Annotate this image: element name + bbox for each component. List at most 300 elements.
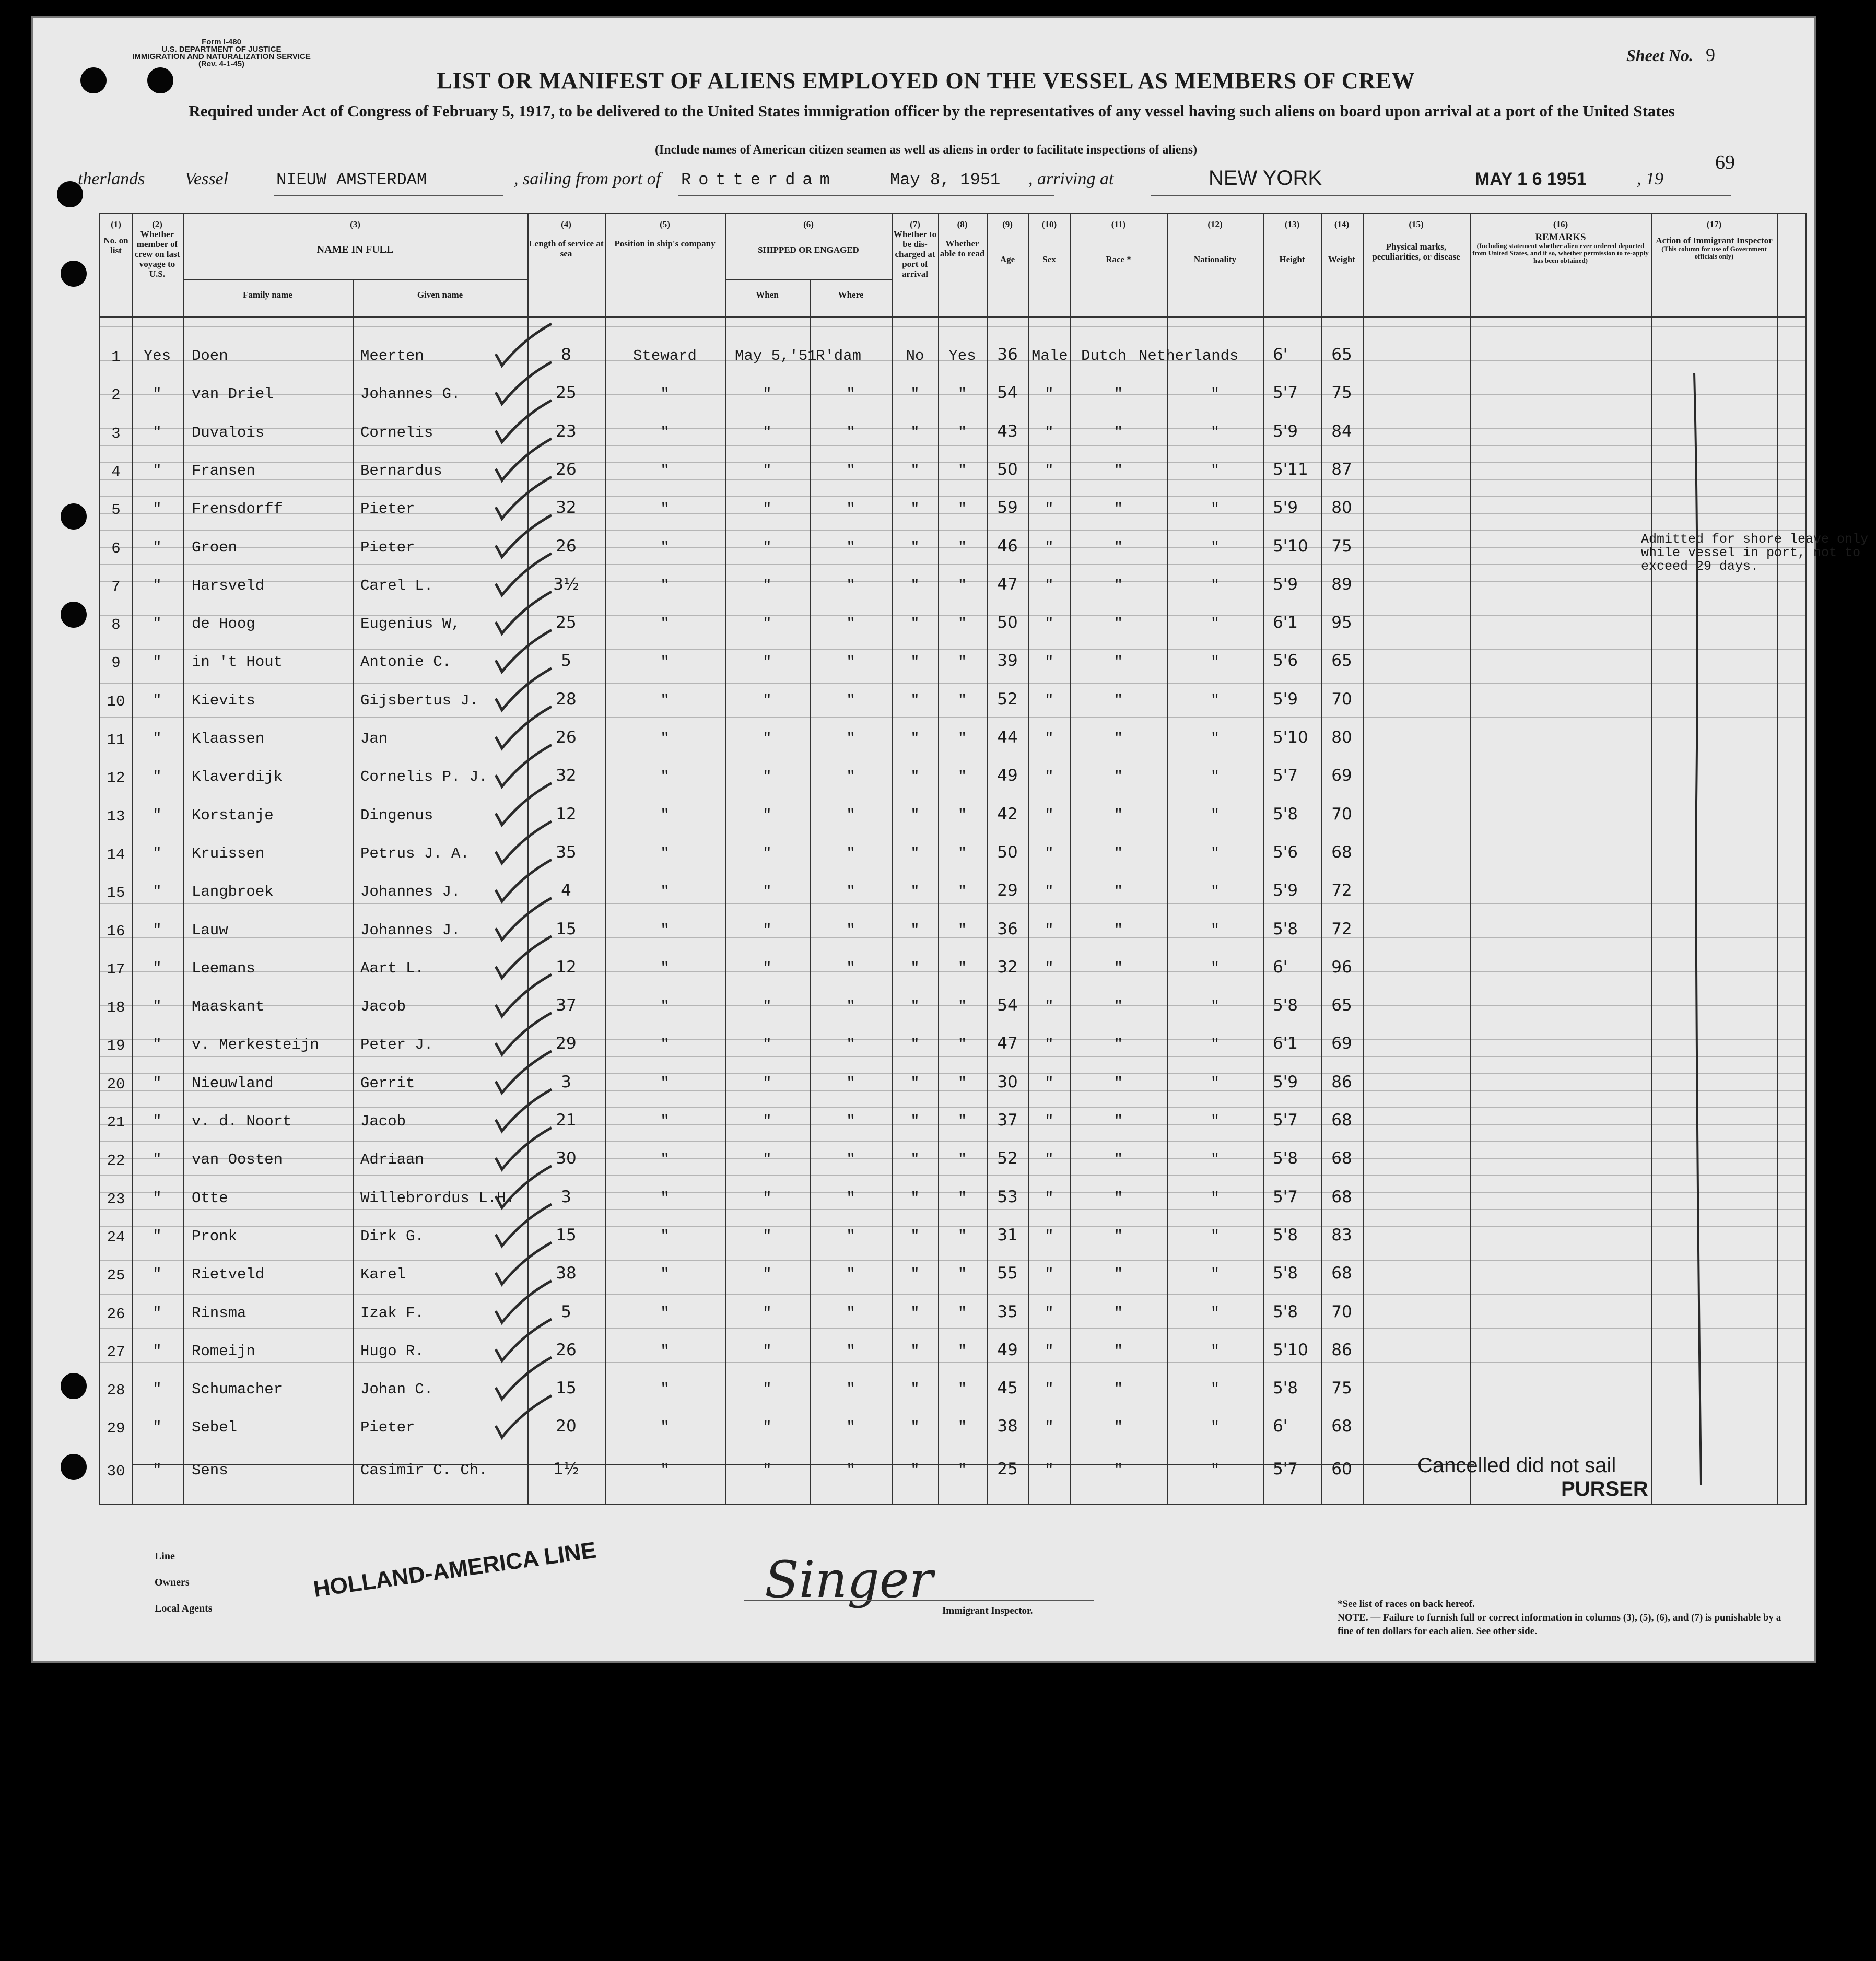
row-number: 8 — [111, 616, 121, 634]
nationality: " — [1210, 921, 1220, 939]
discharged: " — [910, 1189, 920, 1207]
age: 36 — [997, 919, 1018, 938]
sex: " — [1045, 768, 1054, 786]
shipped-when: " — [763, 1266, 772, 1284]
nationality: Netherlands — [1139, 347, 1239, 365]
discharged: " — [910, 1113, 920, 1130]
family-name: v. d. Noort — [192, 1113, 292, 1130]
age: 38 — [997, 1417, 1018, 1436]
service-length: 28 — [556, 689, 577, 709]
check-mark — [496, 1242, 552, 1284]
age: 47 — [997, 574, 1018, 594]
owners-label: Owners — [155, 1577, 190, 1588]
position: " — [660, 921, 670, 939]
age: 47 — [997, 1034, 1018, 1053]
shipped-when: " — [763, 500, 772, 518]
weight: 69 — [1331, 766, 1352, 785]
height: 5'8 — [1273, 1264, 1298, 1283]
nationality: " — [1210, 1227, 1220, 1245]
race: " — [1113, 385, 1123, 403]
sex: " — [1045, 500, 1054, 518]
arrival-port: NEW YORK — [1209, 167, 1322, 190]
sex: " — [1045, 806, 1054, 824]
shipped-where: " — [846, 959, 855, 977]
shipped-where: " — [846, 1151, 855, 1169]
position: " — [660, 1189, 670, 1207]
check-mark — [496, 860, 552, 901]
able-to-read: " — [957, 653, 967, 671]
age: 36 — [997, 345, 1018, 364]
crew-last-voyage: " — [153, 1227, 162, 1245]
nationality: " — [1210, 730, 1220, 747]
holland-america-stamp: HOLLAND-AMERICA LINE — [312, 1537, 598, 1603]
crew-last-voyage: " — [153, 998, 162, 1016]
crew-last-voyage: " — [153, 1419, 162, 1437]
shipped-when: " — [763, 1036, 772, 1054]
row-number: 11 — [107, 731, 125, 748]
weight: 70 — [1331, 1302, 1352, 1321]
service-length: 8 — [561, 345, 571, 364]
nationality: " — [1210, 424, 1220, 441]
col-header-name: (3) NAME IN FULL — [316, 219, 394, 255]
position: " — [660, 1151, 670, 1169]
given-name: Carel L. — [360, 577, 433, 594]
nationality: " — [1210, 844, 1220, 862]
crew-last-voyage: " — [153, 844, 162, 862]
given-name: Pieter — [360, 500, 415, 518]
sex: " — [1045, 1074, 1054, 1092]
family-name: Leemans — [192, 959, 255, 977]
able-to-read: " — [957, 1113, 967, 1130]
sailing-port: Rotterdam — [681, 170, 837, 190]
vessel-label: Vessel — [185, 169, 229, 189]
height: 5'8 — [1273, 996, 1298, 1015]
shipped-where: " — [846, 1113, 855, 1130]
given-name: Peter J. — [360, 1036, 433, 1054]
age: 45 — [997, 1379, 1018, 1398]
nationality: " — [1210, 500, 1220, 518]
footer-note — [1338, 1598, 1797, 1638]
voyage-flag: therlands — [78, 169, 145, 189]
height: 5'9 — [1273, 421, 1298, 441]
given-name: Cornelis P. J. — [360, 768, 488, 786]
crew-last-voyage: " — [153, 1266, 162, 1284]
weight: 72 — [1331, 919, 1352, 938]
sex: " — [1045, 577, 1054, 594]
position: " — [660, 1419, 670, 1437]
check-mark — [496, 439, 552, 480]
weight: 68 — [1331, 842, 1352, 862]
check-mark — [496, 821, 552, 863]
row-number: 30 — [107, 1462, 125, 1480]
race: " — [1113, 959, 1123, 977]
service-length: 5 — [561, 1302, 571, 1321]
weight: 68 — [1331, 1417, 1352, 1436]
crew-last-voyage: " — [153, 730, 162, 747]
discharged: " — [910, 1304, 920, 1322]
shipped-where: " — [846, 768, 855, 786]
given-name: Eugenius W, — [360, 615, 461, 633]
able-to-read: " — [957, 1342, 967, 1360]
discharged: " — [910, 1074, 920, 1092]
height: 5'6 — [1273, 842, 1298, 862]
sex: " — [1045, 1419, 1054, 1437]
height: 5'9 — [1273, 881, 1298, 900]
sex: " — [1045, 998, 1054, 1016]
row-number: 5 — [111, 501, 121, 519]
shipped-when: " — [763, 1381, 772, 1399]
service-length: 21 — [556, 1111, 577, 1130]
age: 52 — [997, 1149, 1018, 1168]
shipped-where: " — [846, 1381, 855, 1399]
row-number: 4 — [111, 463, 121, 480]
able-to-read: " — [957, 1074, 967, 1092]
check-mark — [496, 783, 552, 825]
able-to-read: " — [957, 538, 967, 556]
position: " — [660, 577, 670, 594]
service-length: 3½ — [553, 574, 579, 594]
discharged: " — [910, 424, 920, 441]
shipped-where: " — [846, 1036, 855, 1054]
discharged: " — [910, 998, 920, 1016]
service-length: 5 — [561, 651, 571, 671]
nationality: " — [1210, 691, 1220, 709]
col-header-family: Family name — [243, 290, 292, 300]
age: 54 — [997, 996, 1018, 1015]
discharged: " — [910, 921, 920, 939]
able-to-read: " — [957, 1189, 967, 1207]
sex: " — [1045, 1227, 1054, 1245]
row-number: 17 — [107, 960, 125, 978]
sex: " — [1045, 1461, 1054, 1479]
discharged: No — [906, 347, 924, 365]
discharged: " — [910, 1036, 920, 1054]
race: " — [1113, 1304, 1123, 1322]
family-name: Sens — [192, 1461, 228, 1479]
family-name: Doen — [192, 347, 228, 365]
given-name: Pieter — [360, 538, 415, 556]
row-number: 26 — [107, 1305, 125, 1323]
given-name: Jacob — [360, 998, 406, 1016]
shipped-where: " — [846, 1266, 855, 1284]
service-length: 12 — [556, 957, 577, 977]
inspector-vertical-mark — [1694, 373, 1701, 1485]
height: 5'9 — [1273, 689, 1298, 709]
row-number: 16 — [107, 922, 125, 940]
given-name: Johan C. — [360, 1381, 433, 1399]
age: 49 — [997, 1340, 1018, 1359]
position: " — [660, 1342, 670, 1360]
nationality: " — [1210, 806, 1220, 824]
crew-last-voyage: " — [153, 959, 162, 977]
family-name: Sebel — [192, 1419, 238, 1437]
shipped-where: " — [846, 998, 855, 1016]
check-mark — [496, 1281, 552, 1323]
col-header-service: (4) Length of service at sea — [529, 219, 604, 259]
sheet-number-value: 9 — [1706, 44, 1715, 65]
row-number: 10 — [107, 692, 125, 710]
nationality: " — [1210, 538, 1220, 556]
weight: 70 — [1331, 689, 1352, 709]
height: 6' — [1273, 345, 1288, 364]
shipped-where: " — [846, 730, 855, 747]
given-name: Dirk G. — [360, 1227, 424, 1245]
weight: 87 — [1331, 460, 1352, 479]
row-number: 19 — [107, 1037, 125, 1055]
position: " — [660, 959, 670, 977]
discharged: " — [910, 883, 920, 901]
given-name: Meerten — [360, 347, 424, 365]
check-mark — [496, 936, 552, 978]
crew-last-voyage: " — [153, 1113, 162, 1130]
crew-last-voyage: " — [153, 462, 162, 479]
discharged: " — [910, 1461, 920, 1479]
family-name: Rinsma — [192, 1304, 247, 1322]
cancelled-stamp: Cancelled did not sail — [1417, 1454, 1616, 1477]
crew-last-voyage: " — [153, 1304, 162, 1322]
sailing-date: May 8, 1951 — [890, 170, 1001, 190]
note-text: NOTE. — Failure to furnish full or correct information in columns (3), (5), (6), and (7) is punishable by a fine of ten dollars for each alien. See other side. — [1338, 1612, 1781, 1637]
nationality: " — [1210, 1151, 1220, 1169]
crew-last-voyage: " — [153, 768, 162, 786]
service-length: 12 — [556, 804, 577, 824]
nationality: " — [1210, 653, 1220, 671]
family-name: Korstanje — [192, 806, 274, 824]
height: 5'6 — [1273, 651, 1298, 671]
shipped-when: " — [763, 462, 772, 479]
shipped-where: " — [846, 844, 855, 862]
discharged: " — [910, 462, 920, 479]
arriving-label: , arriving at — [1028, 169, 1114, 189]
crew-last-voyage: " — [153, 653, 162, 671]
crew-last-voyage: " — [153, 538, 162, 556]
weight: 80 — [1331, 728, 1352, 747]
weight: 75 — [1331, 383, 1352, 403]
discharged: " — [910, 577, 920, 594]
form-department: U.S. DEPARTMENT OF JUSTICE — [161, 45, 282, 54]
discharged: " — [910, 806, 920, 824]
crew-last-voyage: " — [153, 1074, 162, 1092]
age: 29 — [997, 881, 1018, 900]
height: 5'7 — [1273, 383, 1298, 403]
discharged: " — [910, 1419, 920, 1437]
check-mark — [496, 401, 552, 442]
form-number: Form I-480 — [202, 38, 241, 46]
family-name: Fransen — [192, 462, 255, 479]
family-name: Frensdorff — [192, 500, 283, 518]
shipped-where: " — [846, 1419, 855, 1437]
col-header-discharged: (7) Whether to be dis-charged at port of arrival — [893, 219, 937, 279]
service-length: 15 — [556, 1379, 577, 1398]
able-to-read: " — [957, 1227, 967, 1245]
service-length: 20 — [556, 1417, 577, 1436]
row-number: 13 — [107, 807, 125, 825]
row-number: 27 — [107, 1343, 125, 1361]
age: 46 — [997, 536, 1018, 556]
sex: " — [1045, 1036, 1054, 1054]
nationality: " — [1210, 1113, 1220, 1130]
check-mark — [496, 974, 552, 1016]
sex: " — [1045, 1113, 1054, 1130]
position: " — [660, 730, 670, 747]
service-length: 15 — [556, 1225, 577, 1244]
position: " — [660, 691, 670, 709]
discharged: " — [910, 1151, 920, 1169]
weight: 68 — [1331, 1111, 1352, 1130]
family-name: Maaskant — [192, 998, 265, 1016]
given-name: Antonie C. — [360, 653, 452, 671]
position: " — [660, 1227, 670, 1245]
given-name: Bernardus — [360, 462, 442, 479]
shipped-where: " — [846, 691, 855, 709]
shipped-when: " — [763, 538, 772, 556]
position: " — [660, 653, 670, 671]
shipped-where: " — [846, 883, 855, 901]
nationality: " — [1210, 1036, 1220, 1054]
crew-last-voyage: " — [153, 883, 162, 901]
position: " — [660, 1381, 670, 1399]
position: " — [660, 462, 670, 479]
service-length: 26 — [556, 536, 577, 556]
height: 6' — [1273, 957, 1288, 977]
col-header-height: (13) Height — [1279, 219, 1305, 264]
given-name: Dingenus — [360, 806, 433, 824]
height: 5'10 — [1273, 728, 1308, 747]
race: Dutch — [1081, 347, 1127, 365]
check-mark — [496, 1357, 552, 1399]
shipped-where: " — [846, 462, 855, 479]
shipped-where: " — [846, 1074, 855, 1092]
given-name: Petrus J. A. — [360, 844, 470, 862]
check-mark — [496, 630, 552, 672]
weight: 72 — [1331, 881, 1352, 900]
col-header-physical: (15) Physical marks, peculiarities, or disease — [1372, 219, 1460, 262]
race: " — [1113, 1036, 1123, 1054]
family-name: Kruissen — [192, 844, 265, 862]
shipped-when: " — [763, 1227, 772, 1245]
shipped-when: " — [763, 1419, 772, 1437]
sex: " — [1045, 959, 1054, 977]
row-number: 14 — [107, 846, 125, 863]
family-name: Duvalois — [192, 424, 265, 441]
check-mark — [496, 1319, 552, 1361]
service-length: 15 — [556, 919, 577, 938]
shipped-when: " — [763, 1189, 772, 1207]
sex: " — [1045, 883, 1054, 901]
able-to-read: " — [957, 615, 967, 633]
nationality: " — [1210, 577, 1220, 594]
weight: 68 — [1331, 1264, 1352, 1283]
race: " — [1113, 577, 1123, 594]
handwritten-number: 69 — [1715, 151, 1735, 173]
nationality: " — [1210, 768, 1220, 786]
row-number: 2 — [111, 386, 121, 404]
sex: " — [1045, 691, 1054, 709]
height: 5'7 — [1273, 766, 1298, 785]
sex: " — [1045, 921, 1054, 939]
check-mark — [496, 1051, 552, 1093]
crew-last-voyage: " — [153, 1151, 162, 1169]
able-to-read: " — [957, 806, 967, 824]
weight: 95 — [1331, 613, 1352, 632]
shipped-where: " — [846, 1461, 855, 1479]
agents-label: Local Agents — [155, 1603, 213, 1614]
weight: 60 — [1331, 1459, 1352, 1478]
sex: " — [1045, 653, 1054, 671]
nationality: " — [1210, 1419, 1220, 1437]
family-name: Groen — [192, 538, 238, 556]
race: " — [1113, 462, 1123, 479]
sex: " — [1045, 1342, 1054, 1360]
given-name: Jan — [360, 730, 388, 747]
shipped-when: " — [763, 1461, 772, 1479]
age: 52 — [997, 689, 1018, 709]
weight: 70 — [1331, 804, 1352, 824]
row-number: 1 — [111, 348, 121, 366]
height: 6' — [1273, 1417, 1288, 1436]
shipped-when: " — [763, 921, 772, 939]
able-to-read: " — [957, 1419, 967, 1437]
race: " — [1113, 1189, 1123, 1207]
age: 35 — [997, 1302, 1018, 1321]
service-length: 26 — [556, 728, 577, 747]
race: " — [1113, 653, 1123, 671]
row-number: 20 — [107, 1075, 125, 1093]
crew-last-voyage: " — [153, 1381, 162, 1399]
race: " — [1113, 1151, 1123, 1169]
given-name: Izak F. — [360, 1304, 424, 1322]
family-name: Lauw — [192, 921, 228, 939]
sex: " — [1045, 615, 1054, 633]
shipped-where: " — [846, 921, 855, 939]
service-length: 37 — [556, 996, 577, 1015]
col-header-shipped: (6) SHIPPED OR ENGAGED — [758, 219, 859, 255]
check-mark — [496, 1128, 552, 1169]
col-header-age: (9) Age — [1000, 219, 1015, 264]
given-name: Pieter — [360, 1419, 415, 1437]
weight: 75 — [1331, 1379, 1352, 1398]
row-number: 22 — [107, 1152, 125, 1170]
height: 5'8 — [1273, 1302, 1298, 1321]
weight: 68 — [1331, 1149, 1352, 1168]
crew-last-voyage: " — [153, 424, 162, 441]
given-name: Karel — [360, 1266, 406, 1284]
shipped-where: " — [846, 806, 855, 824]
discharged: " — [910, 615, 920, 633]
nationality: " — [1210, 385, 1220, 403]
weight: 83 — [1331, 1225, 1352, 1244]
crew-last-voyage: " — [153, 691, 162, 709]
family-name: Rietveld — [192, 1266, 265, 1284]
family-name: Schumacher — [192, 1381, 283, 1399]
able-to-read: " — [957, 424, 967, 441]
shipped-when: May 5,'51 — [735, 347, 817, 365]
service-length: 29 — [556, 1034, 577, 1053]
weight: 68 — [1331, 1187, 1352, 1206]
discharged: " — [910, 1227, 920, 1245]
shipped-when: " — [763, 1113, 772, 1130]
service-length: 4 — [561, 881, 571, 900]
document-note: (Include names of American citizen seamen as well as aliens in order to facilitate inspections of aliens) — [654, 143, 1198, 157]
races-note: *See list of races on back hereof. — [1338, 1599, 1475, 1610]
discharged: " — [910, 653, 920, 671]
col-header-given: Given name — [417, 290, 463, 300]
discharged: " — [910, 768, 920, 786]
able-to-read: " — [957, 577, 967, 594]
able-to-read: " — [957, 1461, 967, 1479]
crew-last-voyage: " — [153, 385, 162, 403]
height: 5'8 — [1273, 1149, 1298, 1168]
